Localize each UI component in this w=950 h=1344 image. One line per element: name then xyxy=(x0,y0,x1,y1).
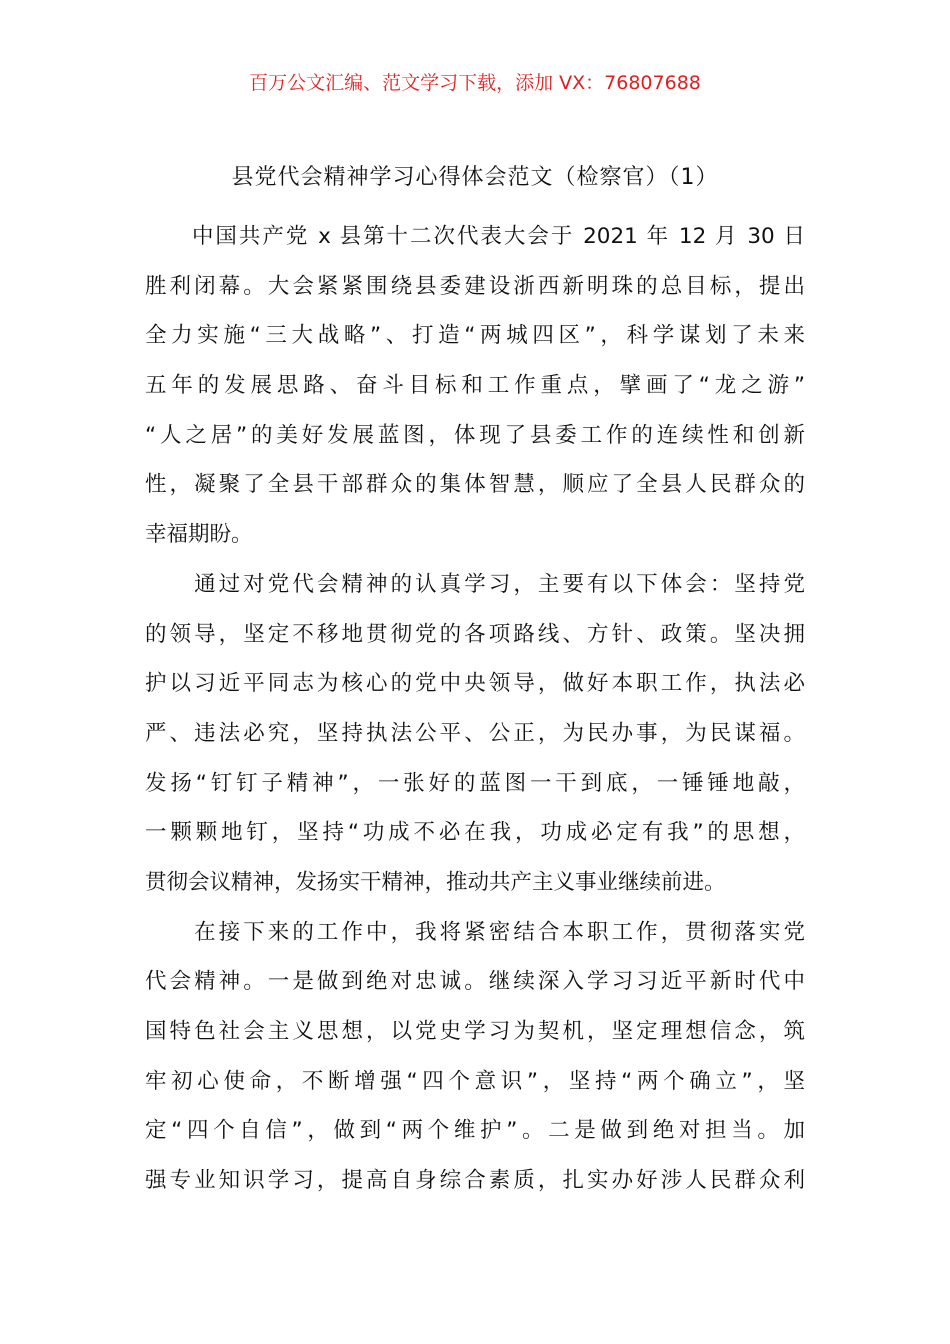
text-line: 的领导，坚定不移地贯彻党的各项路线、方针、政策。坚决拥 xyxy=(145,621,805,647)
text-line: 中国共产党 x 县第十二次代表大会于 2021 年 12 月 30 日 xyxy=(145,224,805,249)
paragraph xyxy=(145,222,805,570)
text-line: 性，凝聚了全县干部群众的集体智慧，顺应了全县人民群众的 xyxy=(145,472,805,498)
document-body xyxy=(145,222,805,1216)
text-line: 牢初心使命，不断增强“四个意识”，坚持“两个确立”，坚 xyxy=(145,1068,805,1094)
text-line: “人之居”的美好发展蓝图，体现了县委工作的连续性和创新 xyxy=(145,422,805,448)
text-line: 强专业知识学习，提高自身综合素质，扎实办好涉人民群众利 xyxy=(145,1168,805,1194)
text-line: 发扬“钉钉子精神”，一张好的蓝图一干到底，一锤锤地敲， xyxy=(145,770,805,796)
watermark-header: 百万公文汇编、范文学习下载，添加 VX：76807688 xyxy=(249,72,701,94)
text-line: 幸福期盼。 xyxy=(145,522,253,548)
text-line: 在接下来的工作中，我将紧密结合本职工作，贯彻落实党 xyxy=(145,919,805,945)
text-line: 五年的发展思路、奋斗目标和工作重点，擘画了“龙之游” xyxy=(145,373,805,399)
text-line: 一颗颗地钉，坚持“功成不必在我，功成必定有我”的思想， xyxy=(145,820,805,846)
paragraph xyxy=(145,570,805,918)
text-line: 定“四个自信”，做到“两个维护”。二是做到绝对担当。加 xyxy=(145,1118,805,1144)
text-line: 国特色社会主义思想，以党史学习为契机，坚定理想信念，筑 xyxy=(145,1019,805,1044)
text-line: 代会精神。一是做到绝对忠诚。继续深入学习习近平新时代中 xyxy=(145,969,805,995)
text-line: 胜利闭幕。大会紧紧围绕县委建设浙西新明珠的总目标，提出 xyxy=(145,273,805,299)
text-line: 全力实施“三大战略”、打造“两城四区”，科学谋划了未来 xyxy=(145,323,805,349)
document-title: 县党代会精神学习心得体会范文（检察官）（1） xyxy=(231,165,719,190)
text-line: 贯彻会议精神，发扬实干精神，推动共产主义事业继续前进。 xyxy=(145,869,726,895)
paragraph xyxy=(145,918,805,1216)
text-line: 通过对党代会精神的认真学习，主要有以下体会：坚持党 xyxy=(145,571,805,597)
text-line: 护以习近平同志为核心的党中央领导，做好本职工作，执法必 xyxy=(145,671,805,697)
text-line: 严、违法必究，坚持执法公平、公正，为民办事，为民谋福。 xyxy=(145,720,805,746)
